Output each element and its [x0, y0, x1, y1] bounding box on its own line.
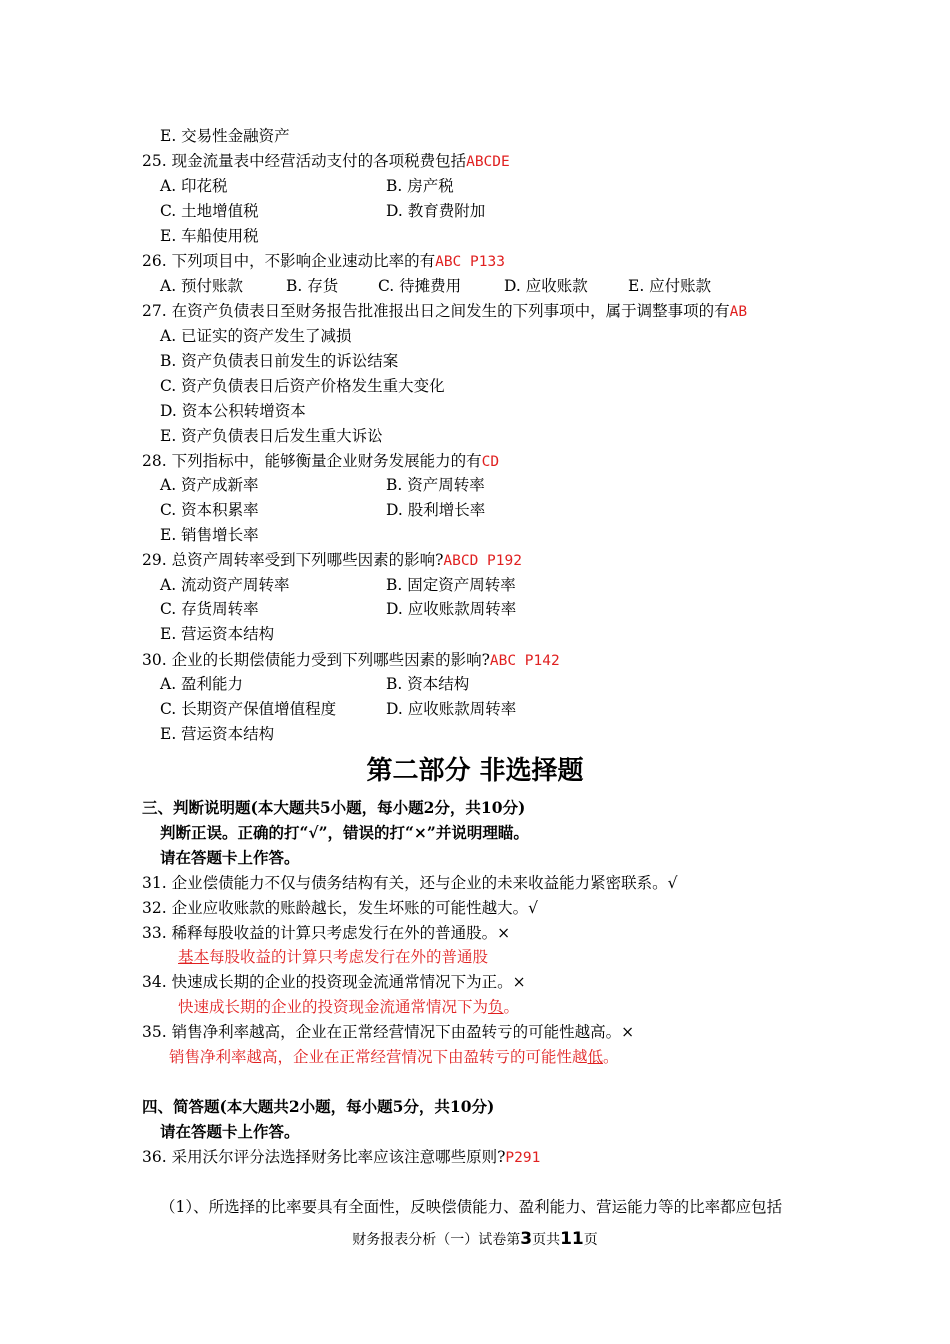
correction-35: [169, 1046, 619, 1068]
option-b: B. 资产周转率: [386, 476, 485, 494]
option-e: E. 资产负债表日后发生重大诉讼: [160, 427, 383, 445]
question-32: 32. 企业应收账款的账龄越长，发生坏账的可能性越大。√: [142, 899, 538, 917]
option-b: B. 存货: [286, 277, 339, 295]
option-e: E. 交易性金融资产: [160, 127, 290, 145]
question-stem: 26. 下列项目中，不影响企业速动比率的有: [142, 252, 436, 270]
option-d: D. 应收账款周转率: [386, 700, 517, 718]
question-stem: 27. 在资产负债表日至财务报告批准报出日之间发生的下列事项中，属于调整事项的有: [142, 302, 730, 320]
answer-key: CD: [481, 454, 500, 470]
page-total: 11: [560, 1229, 584, 1249]
question-26: [142, 250, 505, 273]
page-number: 3: [520, 1229, 533, 1249]
section-instruction: 判断正误。正确的打“√”，错误的打“×”并说明理瞄。: [160, 823, 529, 842]
part-title: 第二部分 非选择题: [366, 756, 584, 786]
page-reference: P291: [505, 1150, 541, 1166]
question-29: [142, 549, 522, 572]
option-e: E. 销售增长率: [160, 526, 259, 544]
answer-key: ABC P142: [489, 653, 560, 669]
option-b: B. 房产税: [386, 177, 454, 195]
correction-end: 。: [603, 1048, 619, 1066]
correction-text: 每股收益的计算只考虑发行在外的普通股: [209, 948, 489, 966]
option-d: D. 股利增长率: [386, 501, 486, 519]
question-30: [142, 649, 560, 672]
question-stem: 25. 现金流量表中经营活动支付的各项税费包括: [142, 152, 467, 170]
answer-line: （1）、所选择的比率要具有全面性，反映偿债能力、盈利能力、营运能力等的比率都应包括: [160, 1198, 783, 1216]
correction-33: [178, 946, 488, 968]
option-d: D. 教育费附加: [386, 202, 486, 220]
answer-key: ABC P133: [435, 254, 505, 270]
option-a: A. 盈利能力: [160, 675, 244, 693]
correction-text: 销售净利率越高，企业在正常经营情况下由盈转亏的可能性越: [169, 1048, 588, 1066]
section-heading: 三、判断说明题(本大题共5小题，每小题2分，共10分): [142, 798, 526, 817]
correction-text: 快速成长期的企业的投资现金流通常情况下为: [178, 998, 489, 1016]
option-c: C. 待摊费用: [378, 277, 462, 295]
question-31: 31. 企业偿债能力不仅与债务结构有关，还与企业的未来收益能力紧密联系。√: [142, 874, 678, 892]
question-25: [142, 150, 510, 173]
option-a: A. 已证实的资产发生了减损: [160, 327, 352, 345]
question-stem: 30. 企业的长期偿债能力受到下列哪些因素的影响?: [142, 651, 490, 669]
question-stem: 36. 采用沃尔评分法选择财务比率应该注意哪些原则?: [142, 1148, 506, 1166]
footer-mid: 页共: [532, 1232, 561, 1248]
option-d: D. 应收账款: [504, 277, 588, 295]
option-e: E. 营运资本结构: [160, 625, 275, 643]
footer-suffix: 页: [583, 1232, 598, 1248]
option-b: B. 资本结构: [386, 675, 470, 693]
page-footer: [0, 1229, 950, 1250]
correction-highlight: 负: [488, 998, 504, 1016]
section-instruction: 请在答题卡上作答。: [160, 1122, 300, 1141]
question-33: 33. 稀释每股收益的计算只考虑发行在外的普通股。×: [142, 924, 511, 942]
section-instruction: 请在答题卡上作答。: [160, 848, 300, 867]
option-e: E. 营运资本结构: [160, 725, 275, 743]
correction-34: [178, 996, 519, 1018]
option-b: B. 资产负债表日前发生的诉讼结案: [160, 352, 399, 370]
correction-highlight: 基本: [178, 948, 210, 966]
question-35: 35. 销售净利率越高，企业在正常经营情况下由盈转亏的可能性越高。×: [142, 1023, 635, 1041]
option-a: A. 流动资产周转率: [160, 576, 290, 594]
option-c: C. 资本积累率: [160, 501, 259, 519]
question-stem: 28. 下列指标中，能够衡量企业财务发展能力的有: [142, 452, 482, 470]
option-c: C. 土地增值税: [160, 202, 259, 220]
option-a: A. 资产成新率: [160, 476, 259, 494]
option-e: E. 应付账款: [628, 277, 712, 295]
option-d: D. 应收账款周转率: [386, 600, 517, 618]
option-d: D. 资本公积转增资本: [160, 402, 306, 420]
option-a: A. 预付账款: [160, 277, 244, 295]
option-b: B. 固定资产周转率: [386, 576, 516, 594]
question-36: [142, 1146, 540, 1169]
answer-key: AB: [729, 304, 748, 320]
section-heading: 四、简答题(本大题共2小题，每小题5分，共10分): [142, 1097, 495, 1116]
option-a: A. 印花税: [160, 177, 228, 195]
option-c: C. 存货周转率: [160, 600, 259, 618]
question-34: 34. 快速成长期的企业的投资现金流通常情况下为正。×: [142, 973, 526, 991]
correction-end: 。: [503, 998, 520, 1016]
correction-highlight: 低: [587, 1048, 604, 1066]
answer-key: ABCD P192: [443, 553, 522, 569]
option-e: E. 车船使用税: [160, 227, 259, 245]
question-28: [142, 450, 499, 473]
option-c: C. 资产负债表日后资产价格发生重大变化: [160, 377, 445, 395]
question-stem: 29. 总资产周转率受到下列哪些因素的影响?: [142, 551, 444, 569]
footer-prefix: 财务报表分析（一）试卷第: [352, 1232, 521, 1248]
option-c: C. 长期资产保值增值程度: [160, 700, 337, 718]
question-27: [142, 300, 747, 323]
answer-key: ABCDE: [466, 154, 510, 170]
